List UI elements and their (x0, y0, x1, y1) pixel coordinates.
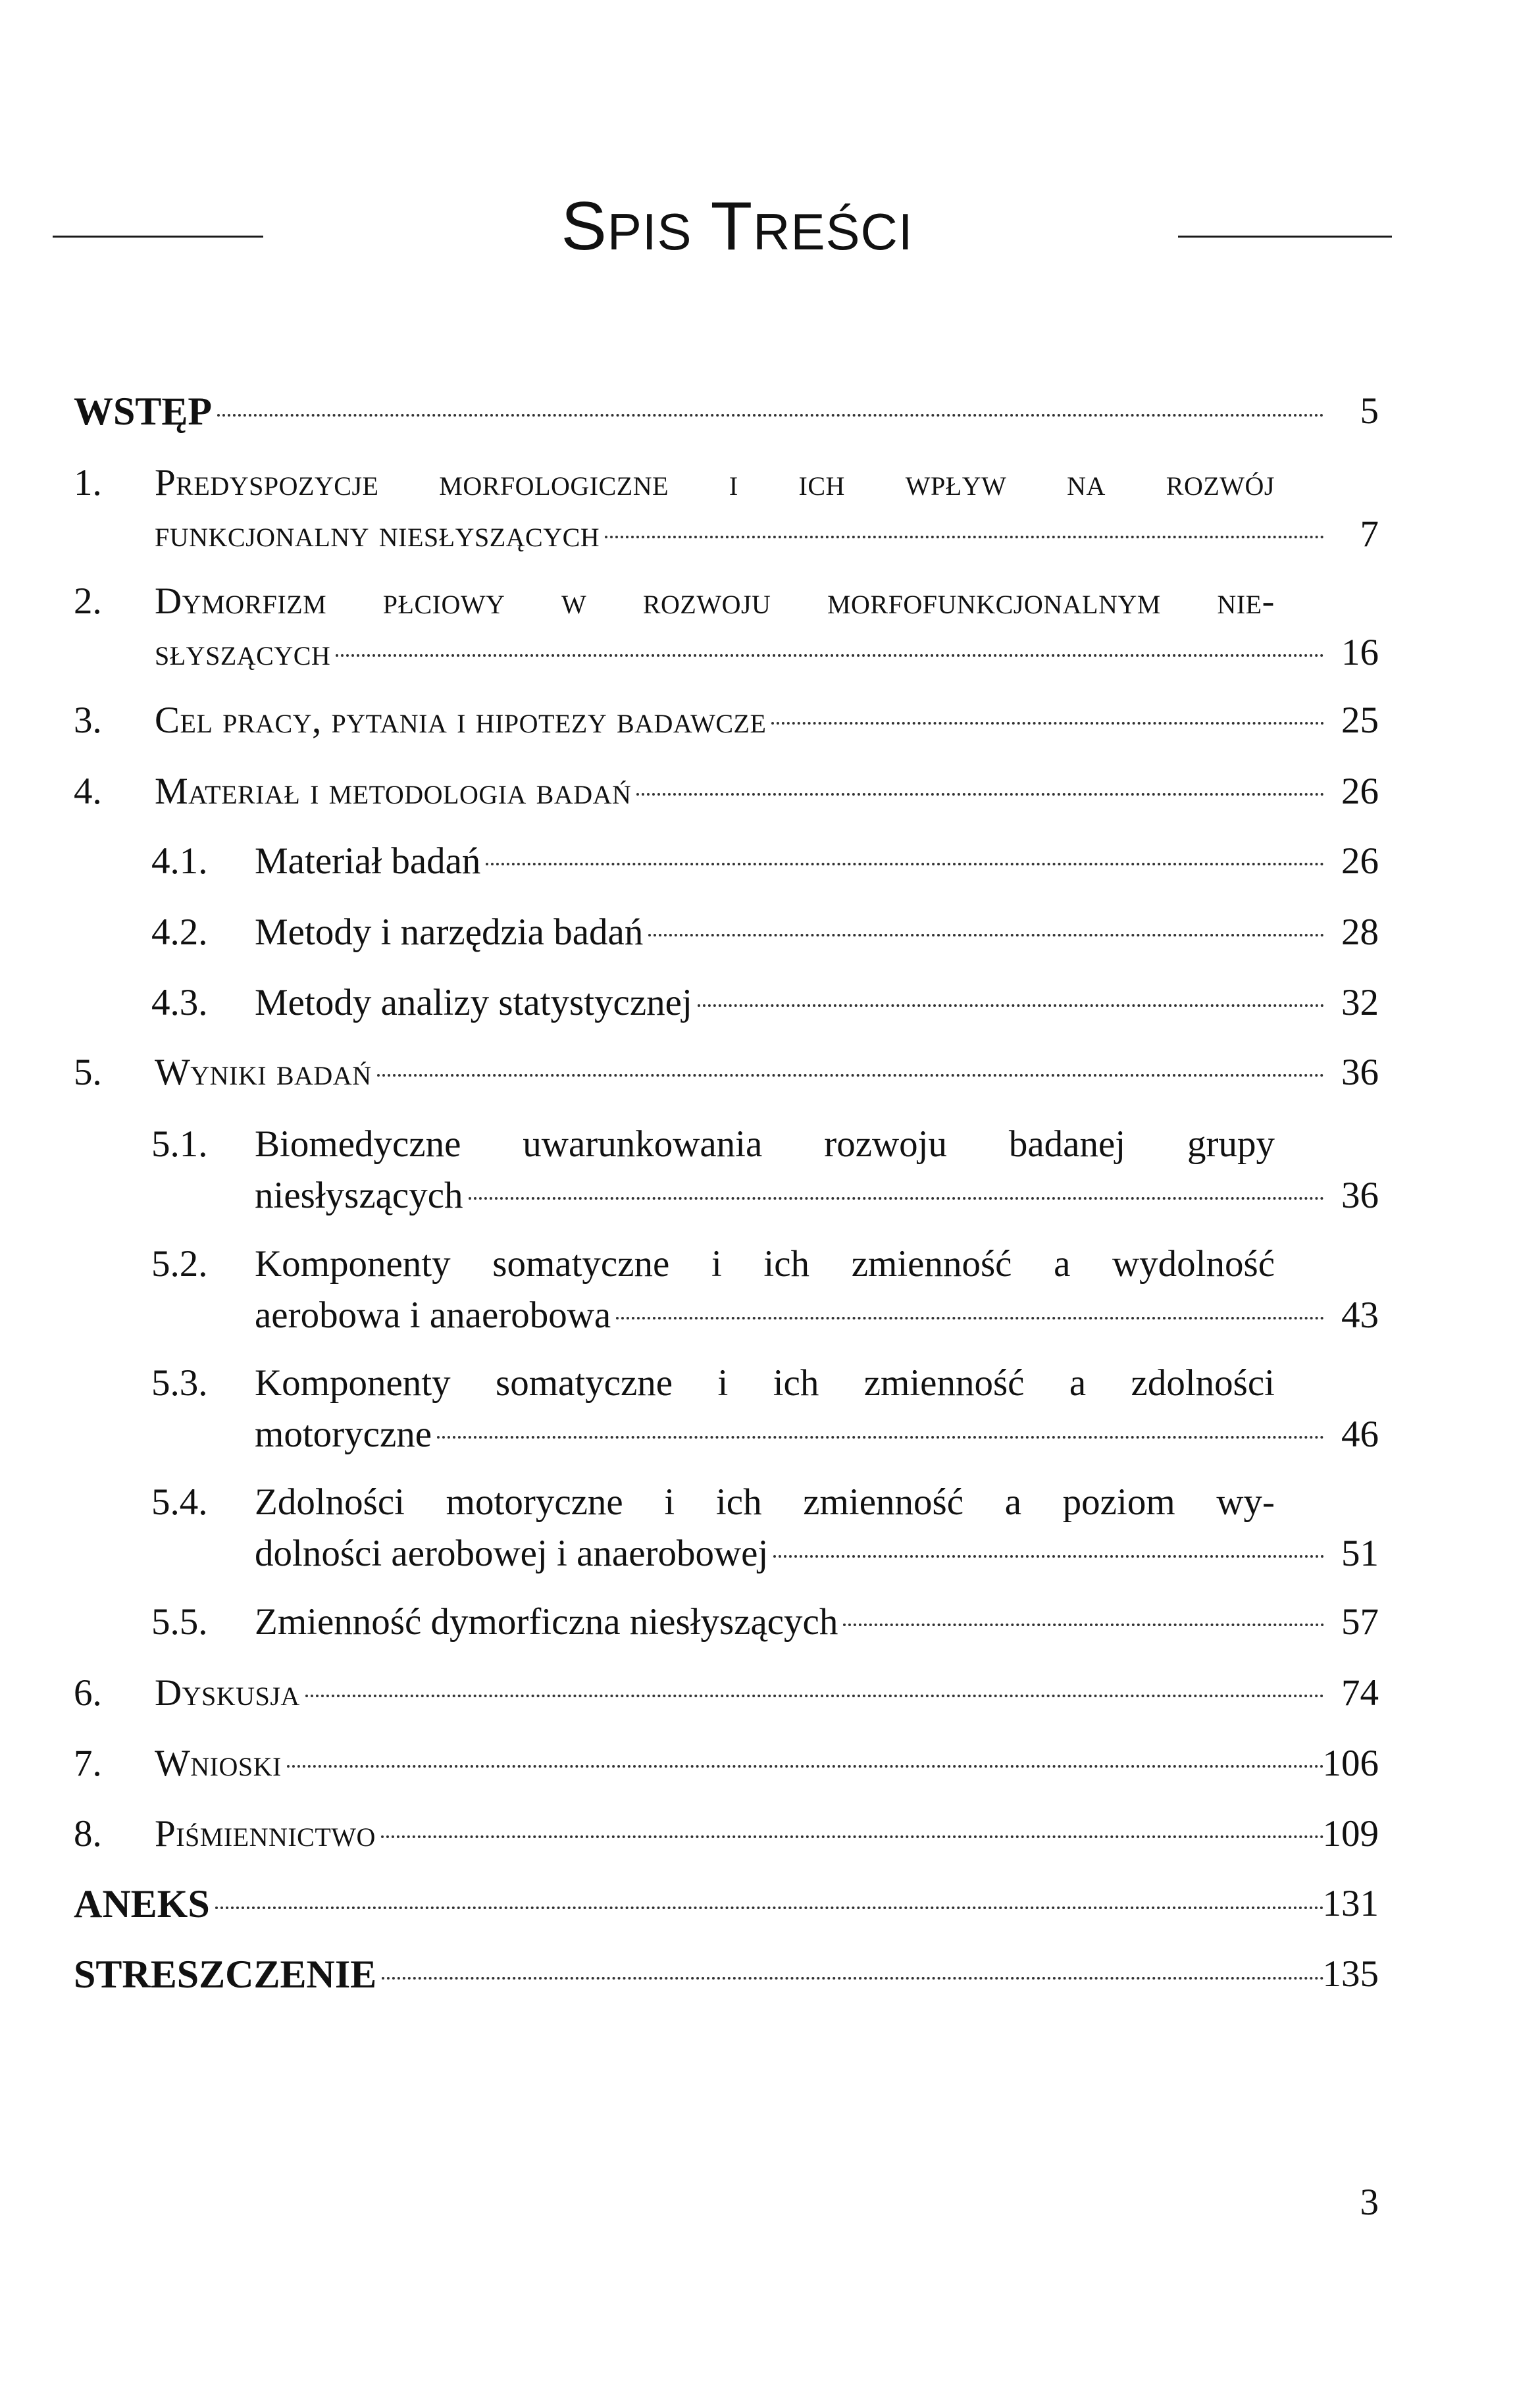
toc-label-line1: Predyspozycje morfologiczne i ich wpływ na rozwój (155, 462, 1275, 503)
toc-page: 109 (1322, 1813, 1379, 1855)
toc-page: 46 (1341, 1414, 1379, 1455)
toc-number: 5.4. (151, 1481, 208, 1523)
toc-number: 4.2. (151, 911, 208, 953)
toc-label: Materiał badań (255, 840, 481, 882)
dot-leader (843, 1624, 1324, 1626)
dot-leader (616, 1317, 1324, 1319)
toc-page: 25 (1341, 700, 1379, 741)
toc-number: 4.3. (151, 982, 208, 1023)
toc-page: 106 (1322, 1743, 1379, 1784)
dot-leader (336, 654, 1324, 657)
toc-page: 28 (1341, 911, 1379, 953)
dot-leader (217, 414, 1324, 417)
dot-leader (215, 1907, 1324, 1909)
toc-label-line1: Dymorfizm płciowy w rozwoju morfofunkcjonalnym nie- (155, 580, 1275, 622)
title-rule-left (53, 236, 263, 238)
toc-number: 4.1. (151, 840, 208, 882)
toc-page: 26 (1341, 840, 1379, 882)
title-rule-right (1178, 236, 1392, 238)
toc-number: 4. (74, 771, 102, 812)
toc-page: 135 (1322, 1953, 1379, 1995)
toc-label: Dyskusja (155, 1672, 300, 1714)
toc-label-line1: Biomedyczne uwarunkowania rozwoju badanej grupy (255, 1123, 1275, 1165)
dot-leader (605, 536, 1324, 538)
toc-label-line1: Zdolności motoryczne i ich zmienność a poziom wy- (255, 1481, 1275, 1523)
toc-label: Metody analizy statystycznej (255, 982, 692, 1023)
dot-leader (382, 1977, 1324, 1980)
toc-label: ANEKS (74, 1882, 210, 1926)
dot-leader (469, 1197, 1324, 1200)
toc-number: 5.5. (151, 1601, 208, 1643)
toc-label-line2: niesłyszących (255, 1175, 463, 1216)
toc-page: 36 (1341, 1052, 1379, 1093)
toc-label: Cel pracy, pytania i hipotezy badawcze (155, 700, 767, 741)
dot-leader (698, 1004, 1324, 1007)
dot-leader (486, 863, 1324, 865)
toc-label: Wyniki badań (155, 1052, 372, 1093)
toc-number: 5.3. (151, 1362, 208, 1404)
toc-page: 26 (1341, 771, 1379, 812)
toc-label: STRESZCZENIE (74, 1953, 377, 1996)
toc-number: 7. (74, 1743, 102, 1784)
toc-label-line2: dolności aerobowej i anaerobowej (255, 1533, 769, 1574)
toc-label-line2: aerobowa i anaerobowa (255, 1294, 611, 1336)
toc-label: Zmienność dymorficzna niesłyszących (255, 1601, 838, 1643)
dot-leader (771, 722, 1324, 725)
dot-leader (305, 1695, 1324, 1697)
toc-label: WSTĘP (74, 390, 213, 433)
toc-page: 5 (1360, 390, 1379, 432)
dot-leader (287, 1765, 1324, 1768)
toc-page: 32 (1341, 982, 1379, 1023)
toc-number: 3. (74, 700, 102, 741)
toc-page: 43 (1341, 1294, 1379, 1336)
toc-number: 5.2. (151, 1243, 208, 1285)
toc-label-line1: Komponenty somatyczne i ich zmienność a wydolność (255, 1243, 1275, 1285)
toc-number: 1. (74, 462, 102, 503)
dot-leader (636, 793, 1324, 796)
toc-label-line2: funkcjonalny niesłyszących (155, 513, 600, 555)
page-title: SPIS TREŚCI (561, 188, 913, 265)
toc-number: 2. (74, 580, 102, 622)
dot-leader (773, 1555, 1324, 1558)
toc-page: 16 (1341, 632, 1379, 673)
toc-label: Piśmiennictwo (155, 1813, 376, 1855)
toc-page: 57 (1341, 1601, 1379, 1643)
toc-number: 6. (74, 1672, 102, 1714)
toc-number: 5.1. (151, 1123, 208, 1165)
toc-number: 8. (74, 1813, 102, 1855)
toc-page: 36 (1341, 1175, 1379, 1216)
toc-label: Materiał i metodologia badań (155, 771, 632, 812)
toc-label-line1: Komponenty somatyczne i ich zmienność a zdolności (255, 1362, 1275, 1404)
toc-label-line2: słyszących (155, 632, 331, 673)
toc-label: Metody i narzędzia badań (255, 911, 644, 953)
dot-leader (377, 1074, 1324, 1077)
toc-label-line2: motoryczne (255, 1414, 432, 1455)
toc-page: 7 (1360, 513, 1379, 555)
dot-leader (648, 934, 1324, 936)
toc-page: 51 (1341, 1533, 1379, 1574)
toc-page: 131 (1322, 1883, 1379, 1924)
toc-page: 74 (1341, 1672, 1379, 1714)
dot-leader (381, 1835, 1324, 1838)
toc-label: Wnioski (155, 1743, 282, 1784)
toc-number: 5. (74, 1052, 102, 1093)
dot-leader (437, 1436, 1324, 1439)
page-number: 3 (1360, 2182, 1379, 2223)
